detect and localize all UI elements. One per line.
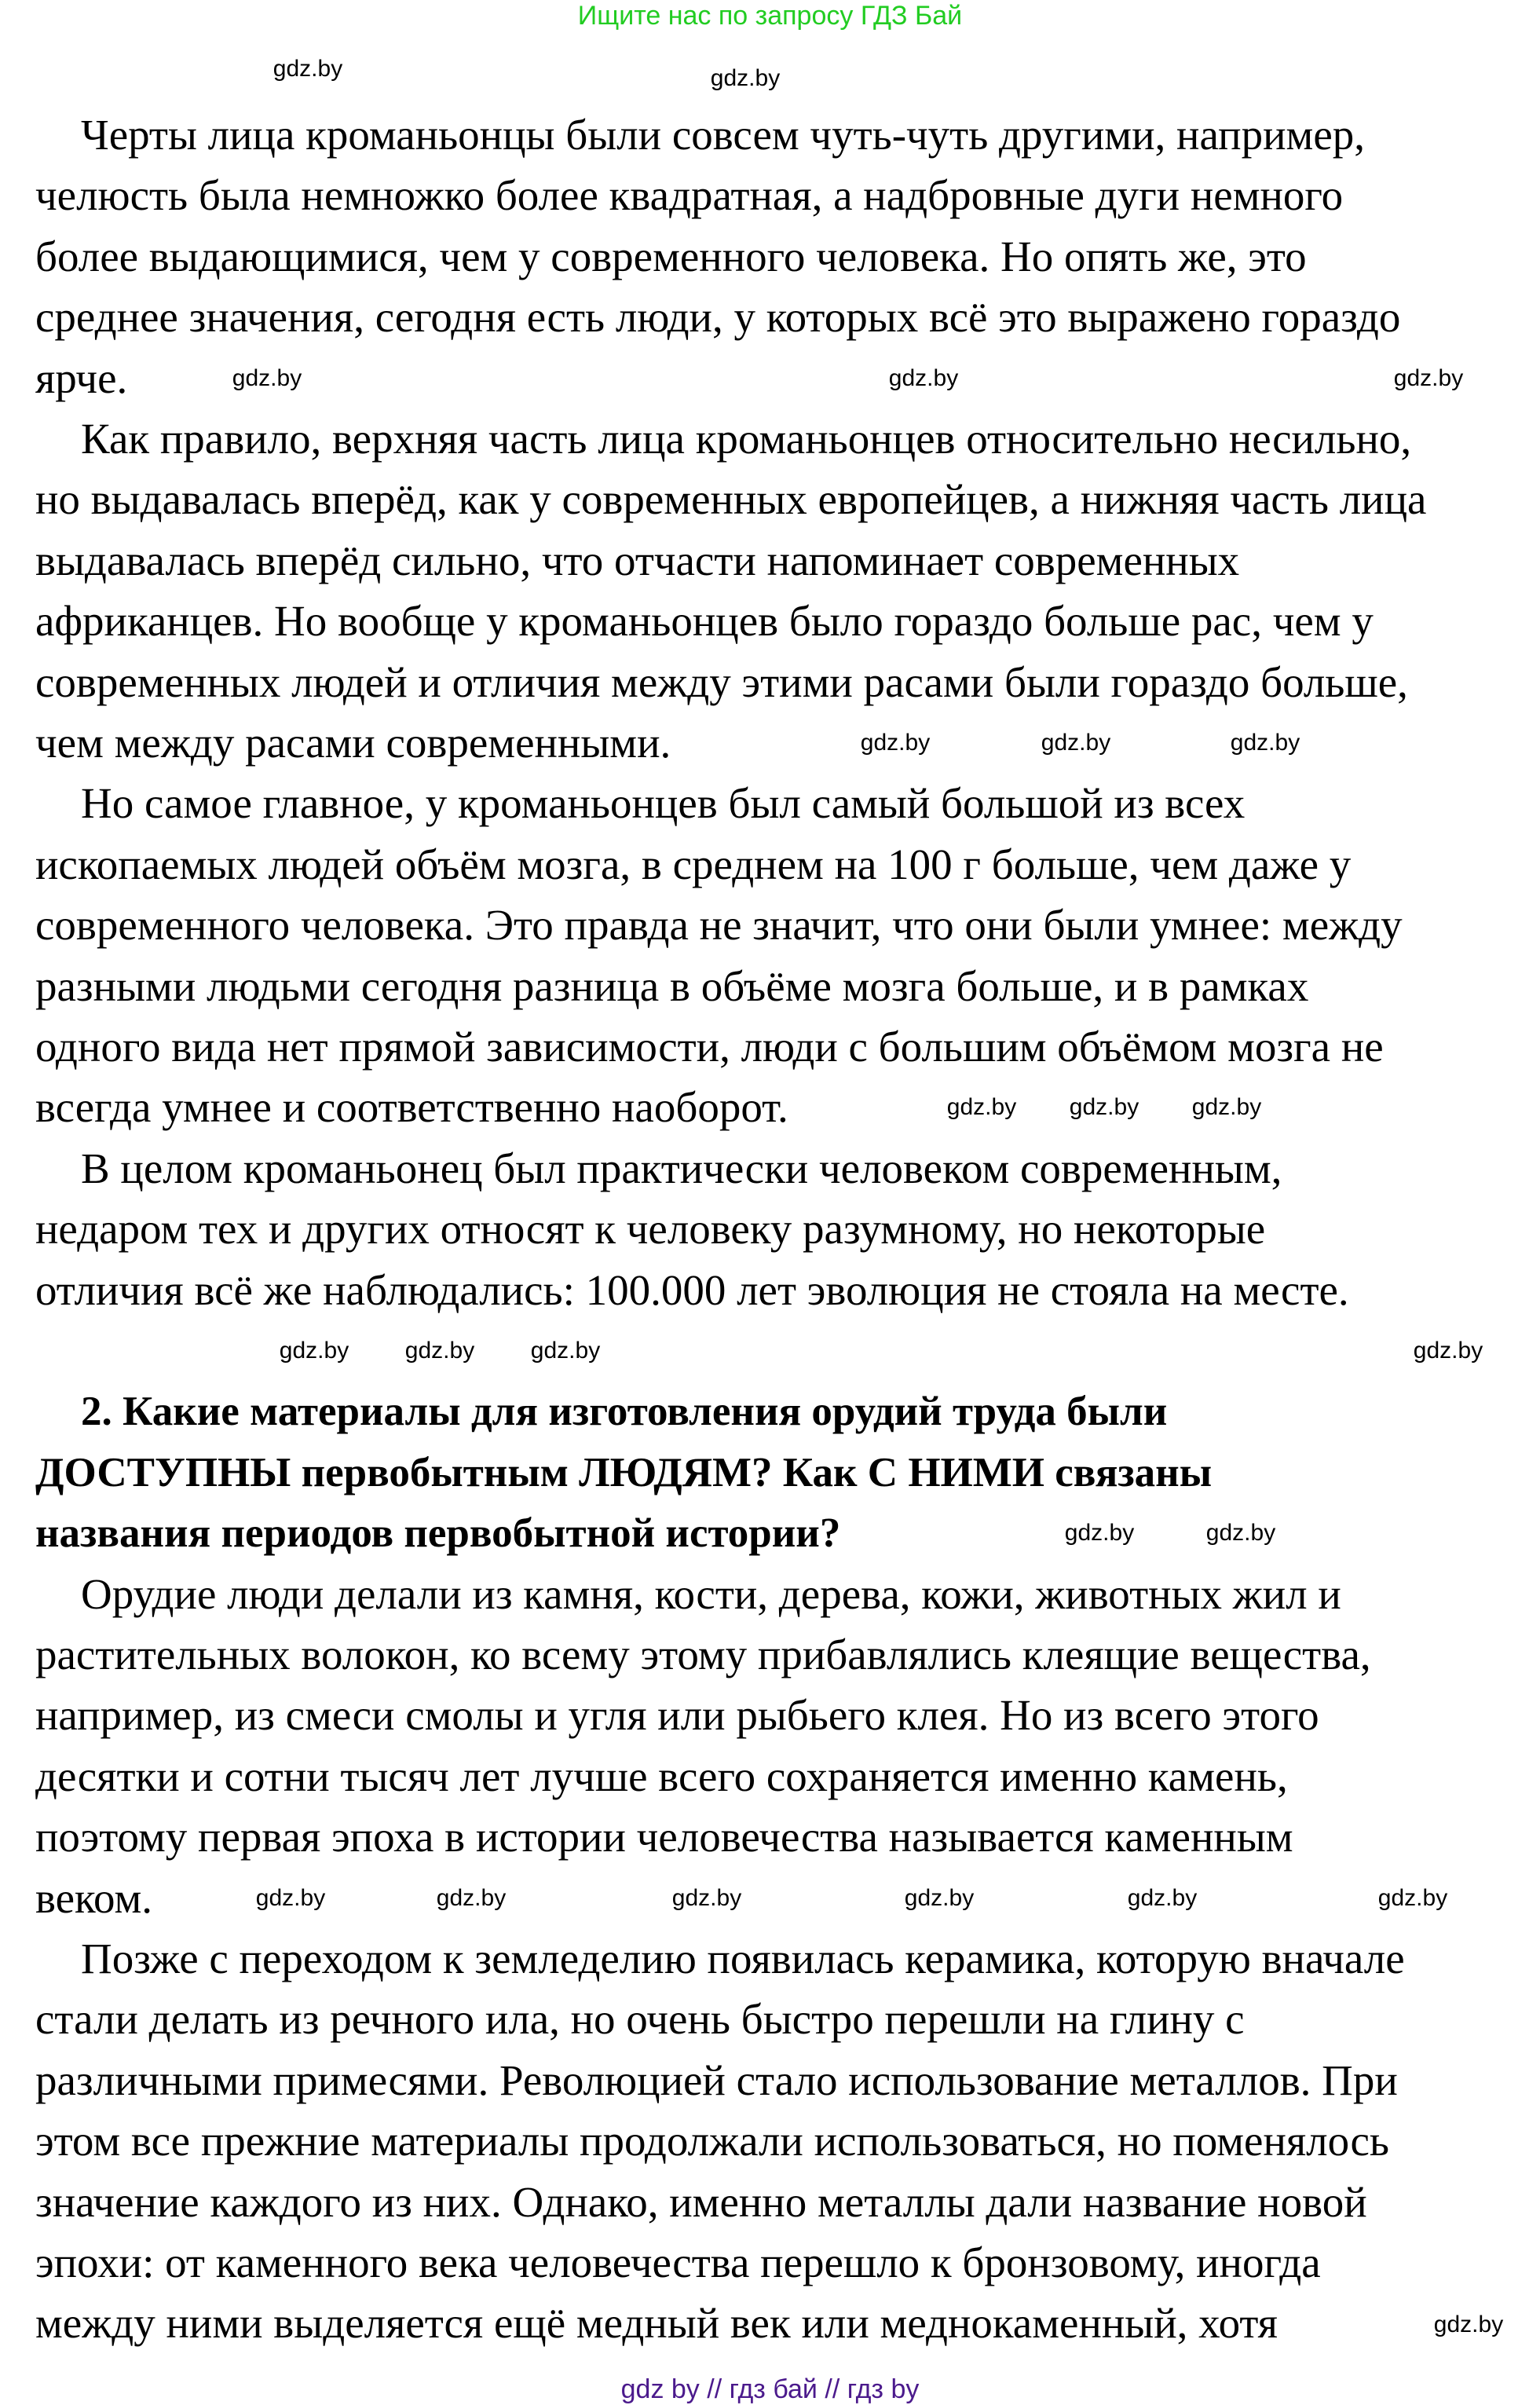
paragraph-line: ярче. [35,353,128,402]
watermark: gdz.by [1377,1885,1448,1911]
paragraph-line: более выдающимися, чем у современного человека. Но опять же, это [35,232,1307,280]
question-heading-line: 2. Какие материалы для изготовления орудий труда были [81,1389,1168,1435]
paragraph-line: одного вида нет прямой зависимости, люди с большим объёмом мозга не [35,1023,1384,1071]
paragraph-line: веком. [35,1873,152,1922]
watermark: gdz.by [232,365,302,391]
paragraph-line: отличия всё же наблюдались: 100.000 лет эволюция не стояла на месте. [35,1265,1349,1314]
paragraph-line: различными примесями. Революцией стало использование металлов. При [35,2055,1398,2104]
watermark: gdz.by [404,1338,475,1364]
paragraph-line: всегда умнее и соответственно наоборот. [35,1083,788,1132]
paragraph-line: В целом кроманьонец был практически человеком современным, [81,1144,1282,1192]
paragraph-line: поэтому первая эпоха в истории человечества называется каменным [35,1813,1293,1861]
paragraph-line: Черты лица кроманьонцы были совсем чуть-чуть другими, например, [81,111,1365,159]
watermark: gdz.by [530,1338,601,1364]
paragraph-line: Но самое главное, у кроманьонцев был самый большой из всех [81,779,1246,828]
paragraph-line: Позже с переходом к земледелию появилась керамика, которую вначале [81,1935,1405,1982]
paragraph-line: африканцев. Но вообще у кроманьонцев было гораздо больше рас, чем у [35,597,1374,646]
watermark: gdz.by [436,1885,507,1911]
paragraph-line: этом все прежние материалы продолжали использоваться, но поменялось [35,2117,1389,2165]
paragraph-line: среднее значения, сегодня есть люди, у которых всё это выражено гораздо [35,293,1401,342]
watermark: gdz.by [1041,730,1111,756]
watermark: gdz.by [888,365,959,391]
paragraph-line: десятки и сотни тысяч лет лучше всего сохраняется именно камень, [35,1752,1288,1800]
watermark: gdz.by [279,1338,349,1364]
paragraph-line: современных людей и отличия между этими расами были гораздо больше, [35,657,1408,706]
paragraph-line: эпохи: от каменного века человечества перешло к бронзовому, иногда [35,2238,1321,2286]
watermark: gdz.by [710,65,781,91]
paragraph-line: например, из смеси смолы и угля или рыбьего клея. Но из всего этого [35,1691,1319,1740]
search-banner: Ищите нас по запросу ГДЗ Бай [577,1,963,31]
paragraph-line: современного человека. Это правда не значит, что они были умнее: между [35,901,1403,950]
paragraph-line: челюсть была немножко более квадратная, а надбровные дуги немного [35,171,1344,220]
question-heading-line: названия периодов первобытной истории? [35,1510,841,1557]
watermark: gdz.by [671,1885,742,1911]
watermark: gdz.by [1393,365,1464,391]
paragraph-line: выдавалась вперёд сильно, что отчасти напоминает современных [35,536,1240,584]
paragraph-line: Как правило, верхняя часть лица кроманьонцев относительно несильно, [81,415,1412,463]
watermark: gdz.by [1064,1520,1135,1546]
paragraph-line: Орудие люди делали из камня, кости, дерева, кожи, животных жил и [81,1569,1341,1618]
paragraph-line: разными людьми сегодня разница в объёме мозга больше, и в рамках [35,961,1309,1010]
paragraph-line: значение каждого из них. Однако, именно металлы дали название новой [35,2177,1367,2226]
footer-banner: gdz by // гдз бай // гдз by [620,2374,920,2404]
paragraph-line: чем между расами современными. [35,719,671,767]
watermark: gdz.by [1205,1520,1276,1546]
watermark: gdz.by [1127,1885,1198,1911]
paragraph-line: растительных волокон, ко всему этому прибавлялись клеящие вещества, [35,1631,1371,1678]
watermark: gdz.by [1191,1094,1262,1120]
watermark: gdz.by [1230,730,1300,756]
paragraph-line: но выдавалась вперёд, как у современных европейцев, а нижняя часть лица [35,475,1427,524]
question-heading-line: ДОСТУПНЫ первобытным ЛЮДЯМ? Как С НИМИ связаны [35,1449,1213,1495]
watermark: gdz.by [946,1094,1017,1120]
paragraph-line: между ними выделяется ещё медный век или меднокаменный, хотя [35,2299,1278,2348]
watermark: gdz.by [1413,1338,1483,1364]
watermark: gdz.by [1069,1094,1139,1120]
watermark: gdz.by [273,56,343,82]
watermark: gdz.by [255,1885,326,1911]
paragraph-line: недаром тех и других относят к человеку разумному, но некоторые [35,1205,1266,1254]
watermark: gdz.by [1433,2312,1504,2337]
watermark: gdz.by [860,730,931,756]
paragraph-line: ископаемых людей объём мозга, в среднем на 100 г больше, чем даже у [35,840,1352,888]
paragraph-line: стали делать из речного ила, но очень быстро перешли на глину с [35,1995,1245,2044]
watermark: gdz.by [904,1885,975,1911]
